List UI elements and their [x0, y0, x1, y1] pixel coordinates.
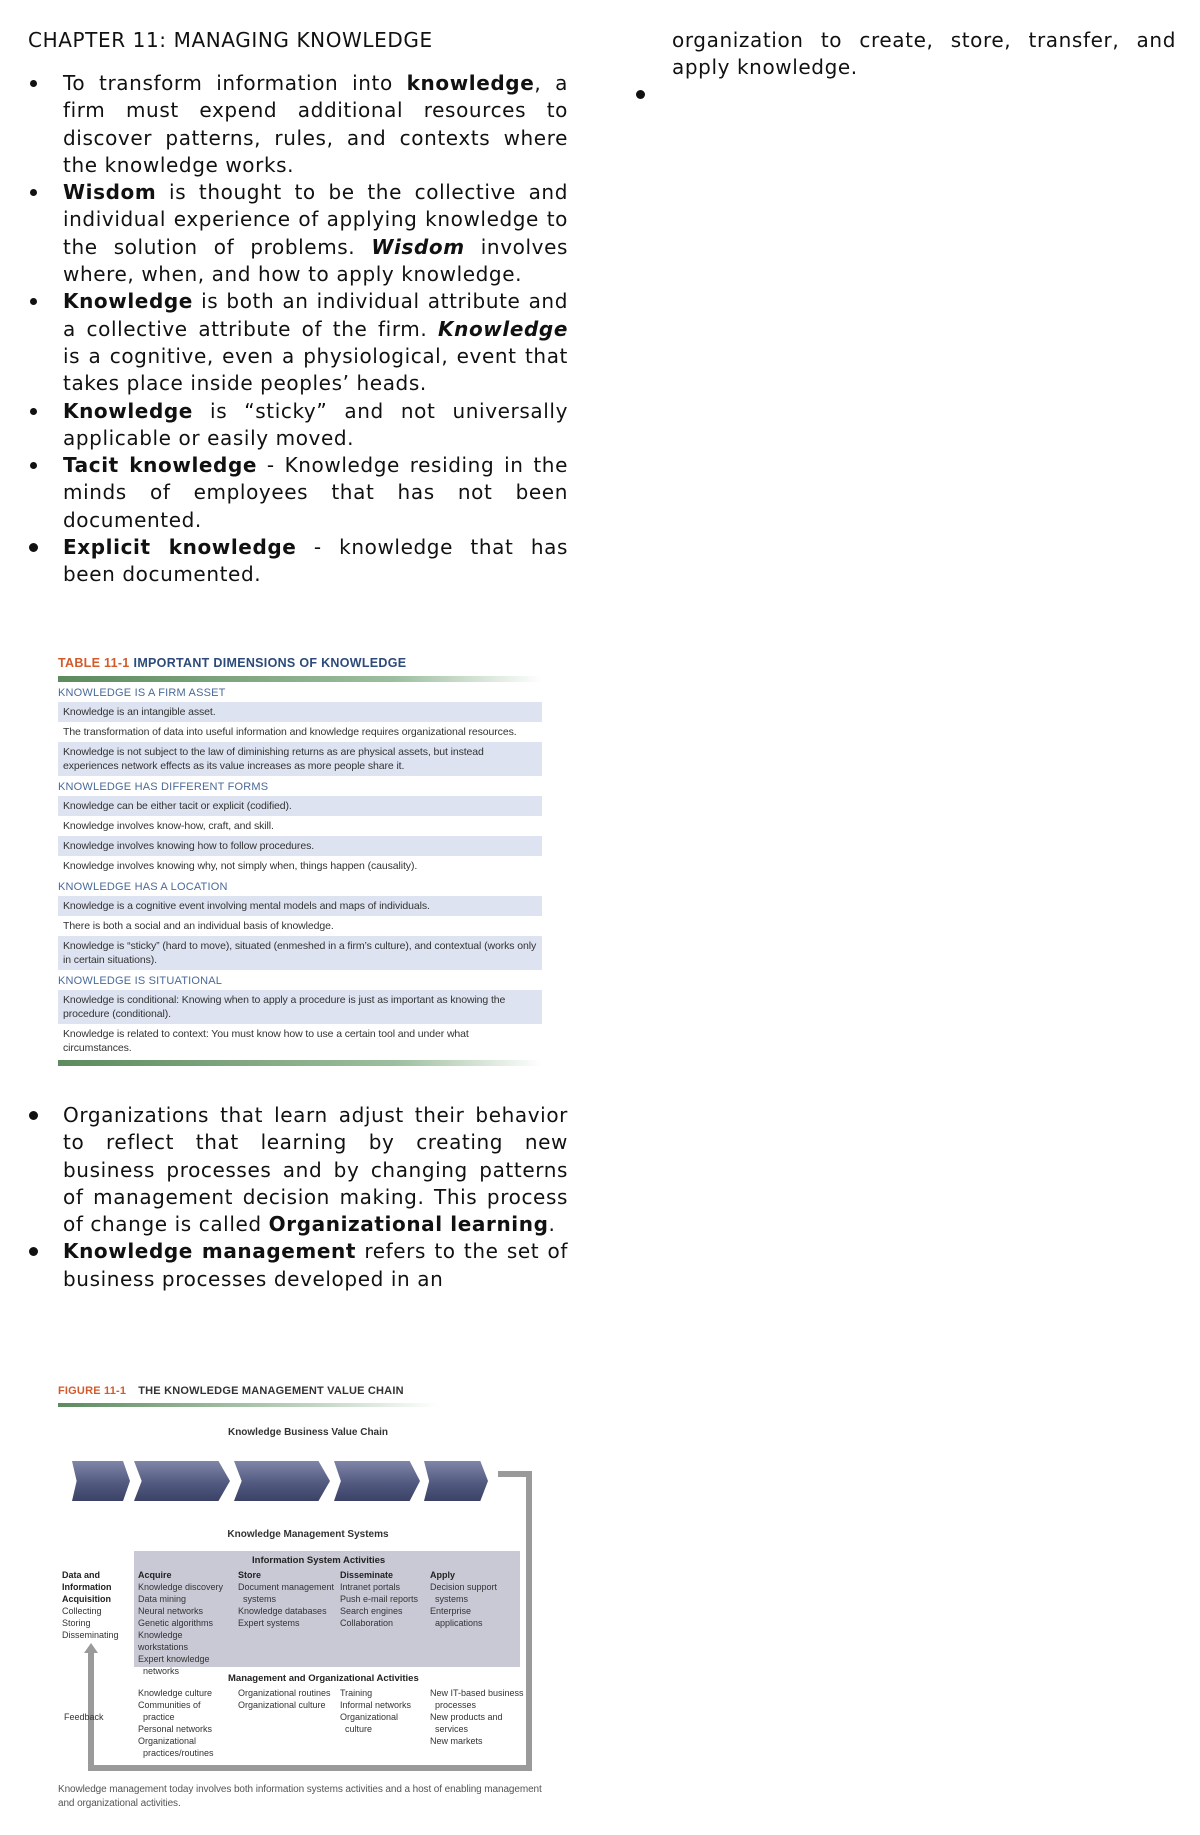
column-item: Training [340, 1688, 373, 1698]
text: . [548, 1212, 556, 1237]
list-item [28, 70, 568, 179]
column-head: Disseminate [340, 1570, 394, 1580]
bold-term: Wisdom [63, 180, 157, 205]
figure-caption: Knowledge management today involves both information systems activities and a host of enabling management and organizational activities. [58, 1784, 542, 1809]
column-item: Expert knowledge [138, 1654, 210, 1664]
text: is thought to be the collective and individual experience of applying knowledge to the solution of problems. [63, 180, 568, 259]
column-item: Expert systems [238, 1618, 300, 1628]
column-item: New markets [430, 1736, 483, 1746]
table-row: Knowledge involves know-how, craft, and skill. [63, 820, 274, 832]
feedback-label: Feedback [64, 1712, 104, 1722]
bold-italic-term: Knowledge [438, 316, 568, 341]
chevron-shape [134, 1461, 230, 1501]
bold-term: Knowledge [63, 289, 193, 314]
list-item [28, 1238, 568, 1293]
table-number: TABLE 11-1 [58, 656, 130, 670]
table-row: The transformation of data into useful information and knowledge requires organizational resources. [63, 726, 517, 738]
column-item: Search engines [340, 1606, 403, 1616]
column-item: Organizational culture [238, 1700, 326, 1710]
column-item: Knowledge discovery [138, 1582, 224, 1592]
column-item: Data mining [138, 1594, 187, 1604]
list-item [28, 398, 568, 453]
figure-number: FIGURE 11-1 [58, 1385, 127, 1397]
column-item: practice [138, 1712, 175, 1722]
is-column-store [238, 1569, 338, 1629]
bullet-icon [29, 543, 38, 552]
chevron-shape [334, 1461, 420, 1501]
column-item: systems [430, 1594, 469, 1604]
table-section-heading: KNOWLEDGE IS SITUATIONAL [58, 975, 223, 987]
figure-title [58, 1385, 550, 1397]
left-label: Storing [62, 1618, 91, 1628]
mo-heading: Management and Organizational Activities [228, 1673, 419, 1684]
column-item: Document management [238, 1582, 335, 1592]
chevron-shape [234, 1461, 330, 1501]
bold-term: knowledge [406, 71, 535, 95]
column-item: processes [430, 1700, 477, 1710]
page-title: CHAPTER 11: MANAGING KNOWLEDGE [28, 28, 433, 52]
column-item: Push e-mail reports [340, 1594, 419, 1604]
list-item [28, 1102, 568, 1238]
table-bottom-rule [58, 1060, 542, 1066]
bold-term: Knowledge management [63, 1239, 357, 1264]
bullet-icon [29, 1111, 38, 1120]
column-item: networks [138, 1666, 180, 1676]
is-column-apply [430, 1569, 518, 1629]
column-item: Neural networks [138, 1606, 204, 1616]
empty-bullet-icon [636, 90, 645, 99]
table-row: Knowledge is conditional: Knowing when to apply a procedure is just as important as knowing the procedure (conditional). [58, 990, 542, 1024]
text: - knowledge that has been documented. [63, 535, 569, 587]
left-label: Acquisition [62, 1594, 111, 1604]
bullet-icon [30, 462, 37, 469]
column-item: Decision support [430, 1582, 498, 1592]
text: To transform information into [63, 71, 407, 95]
bold-term: Explicit knowledge [63, 535, 297, 560]
column-item: New products and [430, 1712, 503, 1722]
column-item: Genetic algorithms [138, 1618, 214, 1628]
table-row: Knowledge involves knowing how to follow procedures. [58, 836, 542, 856]
table-11-1-figure [58, 656, 542, 1066]
is-column-acquire [138, 1569, 234, 1677]
mo-column-4 [430, 1687, 530, 1747]
list-item [28, 534, 568, 589]
bullet-list-definitions [28, 70, 568, 589]
figure-title-text: THE KNOWLEDGE MANAGEMENT VALUE CHAIN [138, 1385, 404, 1397]
column-item: Organizational routines [238, 1688, 331, 1698]
column-item: Communities of [138, 1700, 201, 1710]
left-label: Disseminating [62, 1630, 119, 1640]
text: is “sticky” and not universally applicable or easily moved. [63, 398, 568, 450]
left-label-column [62, 1569, 132, 1641]
bullet-icon [30, 189, 37, 196]
column-item: Intranet portals [340, 1582, 401, 1592]
text: is both an individual attribute and a collective attribute of the firm. [63, 289, 568, 341]
bullet-icon [30, 80, 37, 87]
left-label: Information [62, 1582, 112, 1592]
column-item: practices/routines [138, 1748, 214, 1758]
table-row: Knowledge is a cognitive event involving mental models and maps of individuals. [58, 896, 542, 916]
value-chain-diagram [58, 1411, 550, 1781]
text: , a firm must expend additional resources to discover patterns, rules, and contexts where the knowledge works. [63, 71, 568, 177]
figure-rule [58, 1403, 438, 1407]
table-row: Knowledge involves knowing why, not simply when, things happen (causality). [63, 860, 418, 872]
table-section-heading: KNOWLEDGE IS A FIRM ASSET [58, 687, 226, 699]
bullet-icon [29, 1247, 38, 1256]
text: - Knowledge residing in the minds of employees that has not been documented. [63, 453, 568, 532]
column-item: Knowledge databases [238, 1606, 327, 1616]
text: refers to the set of business processes developed in an [63, 1239, 568, 1291]
figure-11-1 [58, 1385, 550, 1811]
table-title-text: IMPORTANT DIMENSIONS OF KNOWLEDGE [133, 656, 407, 670]
table-row: Knowledge is not subject to the law of diminishing returns as are physical assets, but instead experiences network effects as its value increases as more people share it. [58, 742, 542, 776]
mo-column-1 [138, 1687, 234, 1759]
table-row: Knowledge is “sticky” (hard to move), situated (enmeshed in a firm’s culture), and contextual (works only in certain situations). [58, 936, 542, 970]
chevron-shape [72, 1461, 130, 1501]
table-section-heading: KNOWLEDGE HAS DIFFERENT FORMS [58, 781, 269, 793]
chain-heading: Knowledge Business Value Chain [227, 1427, 389, 1438]
text: is a cognitive, even a physiological, event that takes place inside peoples’ heads. [63, 343, 568, 396]
column-item: culture [340, 1724, 373, 1734]
bold-italic-term: Wisdom [371, 234, 465, 259]
bold-term: Knowledge [63, 398, 193, 423]
left-label: Collecting [62, 1606, 102, 1616]
column-item: services [430, 1724, 469, 1734]
table-row: There is both a social and an individual basis of knowledge. [63, 920, 334, 932]
column-item: Knowledge workstations [138, 1630, 189, 1652]
column-item: Collaboration [340, 1618, 394, 1628]
column-item: Personal networks [138, 1724, 213, 1734]
loop-line-bottom [88, 1765, 532, 1771]
kms-heading: Knowledge Management Systems [227, 1529, 389, 1540]
column-item: Organizational [138, 1736, 197, 1746]
bullet-list-organizational [28, 1102, 568, 1293]
bullet-icon [30, 298, 37, 305]
column-item: New IT-based business [430, 1688, 524, 1698]
table-row: Knowledge can be either tacit or explicit (codified). [58, 796, 542, 816]
column-item: Knowledge culture [138, 1688, 213, 1698]
text: Organizations that learn adjust their behavior to reflect that learning by creating new business processes and by changing patterns of management decision making. This process of change is called [63, 1103, 568, 1237]
column-item: Enterprise [430, 1606, 472, 1616]
left-label: Data and [62, 1570, 101, 1580]
mo-column-2 [238, 1687, 342, 1711]
bold-term: Organizational learning [268, 1212, 549, 1237]
list-item [28, 179, 568, 288]
list-item [28, 288, 568, 397]
text: involves where, when, and how to apply knowledge. [63, 234, 568, 287]
column-head: Acquire [138, 1570, 172, 1580]
table-section-heading: KNOWLEDGE HAS A LOCATION [58, 881, 228, 893]
table-row: Knowledge is related to context: You must know how to use a certain tool and under what circumstances. [63, 1028, 469, 1054]
column-item: systems [238, 1594, 277, 1604]
column-item: applications [430, 1618, 483, 1628]
bold-term: Tacit knowledge [63, 453, 258, 478]
mo-column-3 [340, 1687, 430, 1735]
arrow-up-icon [84, 1643, 98, 1653]
column-item: Informal networks [340, 1700, 412, 1710]
chevron-shape [424, 1461, 488, 1501]
bullet-icon [30, 408, 37, 415]
column-item: Organizational [340, 1712, 399, 1722]
list-item [28, 452, 568, 534]
is-heading: Information System Activities [252, 1555, 386, 1566]
column-head: Apply [430, 1570, 456, 1580]
table-title [58, 656, 542, 670]
is-column-disseminate [340, 1569, 430, 1629]
right-column-text: organization to create, store, transfer, and apply knowledge. [672, 28, 1176, 80]
table-row: Knowledge is an intangible asset. [58, 702, 542, 722]
column-head: Store [238, 1570, 262, 1580]
